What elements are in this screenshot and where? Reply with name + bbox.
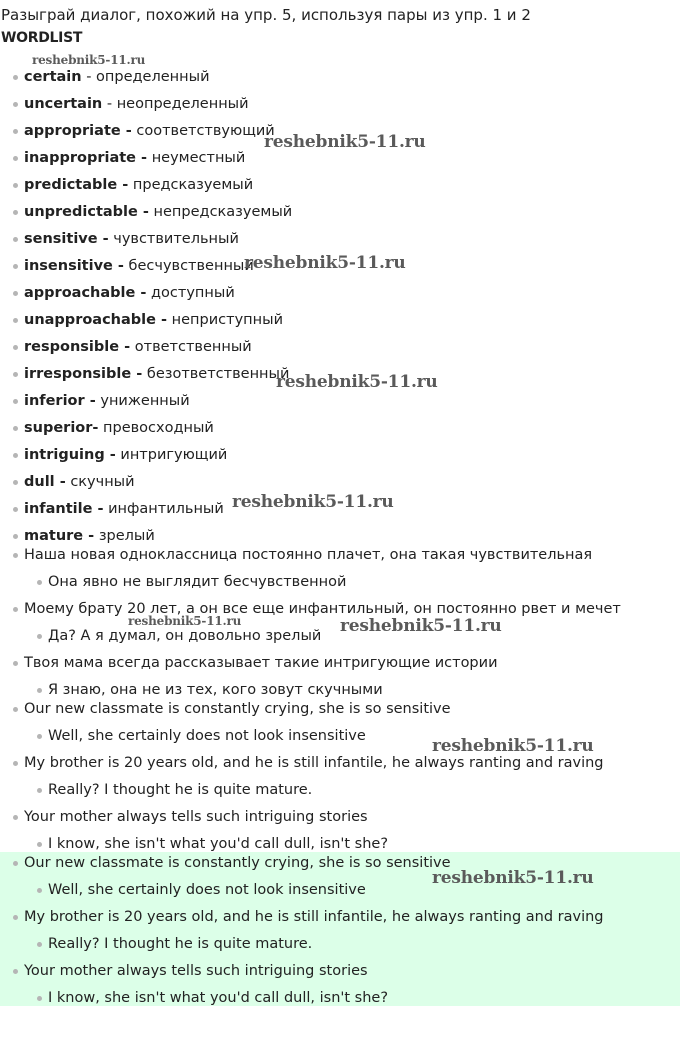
bullet-icon (13, 291, 18, 296)
bullet-icon (13, 480, 18, 485)
bullet-icon (13, 372, 18, 377)
word-item: superior- превосходный (24, 419, 214, 437)
bullet-icon (13, 553, 18, 558)
bullet-icon (13, 237, 18, 242)
bullet-icon (13, 815, 18, 820)
bullet-icon (37, 634, 42, 639)
word-item: inappropriate - неуместный (24, 149, 245, 167)
word-item: inferior - униженный (24, 392, 190, 410)
bullet-icon (13, 75, 18, 80)
word-item: intriguing - интригующий (24, 446, 227, 464)
watermark: reshebnik5-11.ru (128, 614, 242, 628)
bullet-icon (13, 345, 18, 350)
watermark: reshebnik5-11.ru (432, 736, 594, 756)
watermark: reshebnik5-11.ru (340, 616, 502, 636)
word-item: certain - определенный (24, 68, 210, 86)
word-item: insensitive - бесчувственный (24, 257, 254, 275)
bullet-icon (13, 661, 18, 666)
bullet-icon (13, 861, 18, 866)
dialogue-reply: Well, she certainly does not look insensitive (48, 727, 366, 745)
word-item: predictable - предсказуемый (24, 176, 253, 194)
bullet-icon (13, 761, 18, 766)
bullet-icon (37, 842, 42, 847)
watermark: reshebnik5-11.ru (432, 868, 594, 888)
dialogue-line: Your mother always tells such intriguing stories (24, 962, 368, 980)
word-item: appropriate - соответствующий (24, 122, 275, 140)
word-item: responsible - ответственный (24, 338, 252, 356)
dialogue-line: My brother is 20 years old, and he is still infantile, he always ranting and raving (24, 908, 604, 926)
word-item: uncertain - неопределенный (24, 95, 249, 113)
dialogue-line: Our new classmate is constantly crying, she is so sensitive (24, 700, 451, 718)
bullet-icon (13, 915, 18, 920)
bullet-icon (13, 607, 18, 612)
word-item: mature - зрелый (24, 527, 155, 545)
dialogue-reply: I know, she isn't what you'd call dull, isn't she? (48, 989, 388, 1007)
bullet-icon (13, 156, 18, 161)
word-item: unpredictable - непредсказуемый (24, 203, 292, 221)
bullet-icon (13, 183, 18, 188)
bullet-icon (13, 534, 18, 539)
wordlist-title: WORDLIST (1, 30, 83, 46)
word-item: infantile - инфантильный (24, 500, 224, 518)
watermark: reshebnik5-11.ru (232, 492, 394, 512)
dialogue-line: My brother is 20 years old, and he is still infantile, he always ranting and raving (24, 754, 604, 772)
bullet-icon (13, 399, 18, 404)
bullet-icon (37, 734, 42, 739)
dialogue-line: Наша новая одноклассница постоянно плачет, она такая чувствительная (24, 546, 592, 564)
watermark: reshebnik5-11.ru (276, 372, 438, 392)
dialogue-reply: Она явно не выглядит бесчувственной (48, 573, 346, 591)
bullet-icon (13, 507, 18, 512)
dialogue-reply: I know, she isn't what you'd call dull, isn't she? (48, 835, 388, 853)
dialogue-line: Your mother always tells such intriguing stories (24, 808, 368, 826)
word-item: dull - скучный (24, 473, 135, 491)
bullet-icon (37, 788, 42, 793)
bullet-icon (37, 996, 42, 1001)
bullet-icon (13, 318, 18, 323)
bullet-icon (37, 888, 42, 893)
bullet-icon (13, 102, 18, 107)
bullet-icon (37, 688, 42, 693)
bullet-icon (13, 264, 18, 269)
bullet-icon (13, 210, 18, 215)
bullet-icon (13, 969, 18, 974)
dialogue-line: Моему брату 20 лет, а он все еще инфантильный, он постоянно рвет и мечет (24, 600, 621, 618)
watermark: reshebnik5-11.ru (264, 132, 426, 152)
dialogue-reply: Да? А я думал, он довольно зрелый (48, 627, 321, 645)
dialogue-line: Твоя мама всегда рассказывает такие интригующие истории (24, 654, 498, 672)
dialogue-reply: Я знаю, она не из тех, кого зовут скучными (48, 681, 383, 699)
dialogue-reply: Well, she certainly does not look insensitive (48, 881, 366, 899)
watermark: reshebnik5-11.ru (32, 53, 146, 67)
bullet-icon (37, 580, 42, 585)
task-heading: Разыграй диалог, похожий на упр. 5, используя пары из упр. 1 и 2 (1, 6, 531, 24)
word-item: approachable - доступный (24, 284, 235, 302)
bullet-icon (13, 707, 18, 712)
dialogue-line: Our new classmate is constantly crying, she is so sensitive (24, 854, 451, 872)
word-item: unapproachable - неприступный (24, 311, 283, 329)
bullet-icon (13, 426, 18, 431)
word-item: sensitive - чувствительный (24, 230, 239, 248)
bullet-icon (13, 453, 18, 458)
dialogue-reply: Really? I thought he is quite mature. (48, 935, 312, 953)
watermark: reshebnik5-11.ru (244, 253, 406, 273)
dialogue-reply: Really? I thought he is quite mature. (48, 781, 312, 799)
bullet-icon (37, 942, 42, 947)
word-item: irresponsible - безответственный (24, 365, 289, 383)
bullet-icon (13, 129, 18, 134)
